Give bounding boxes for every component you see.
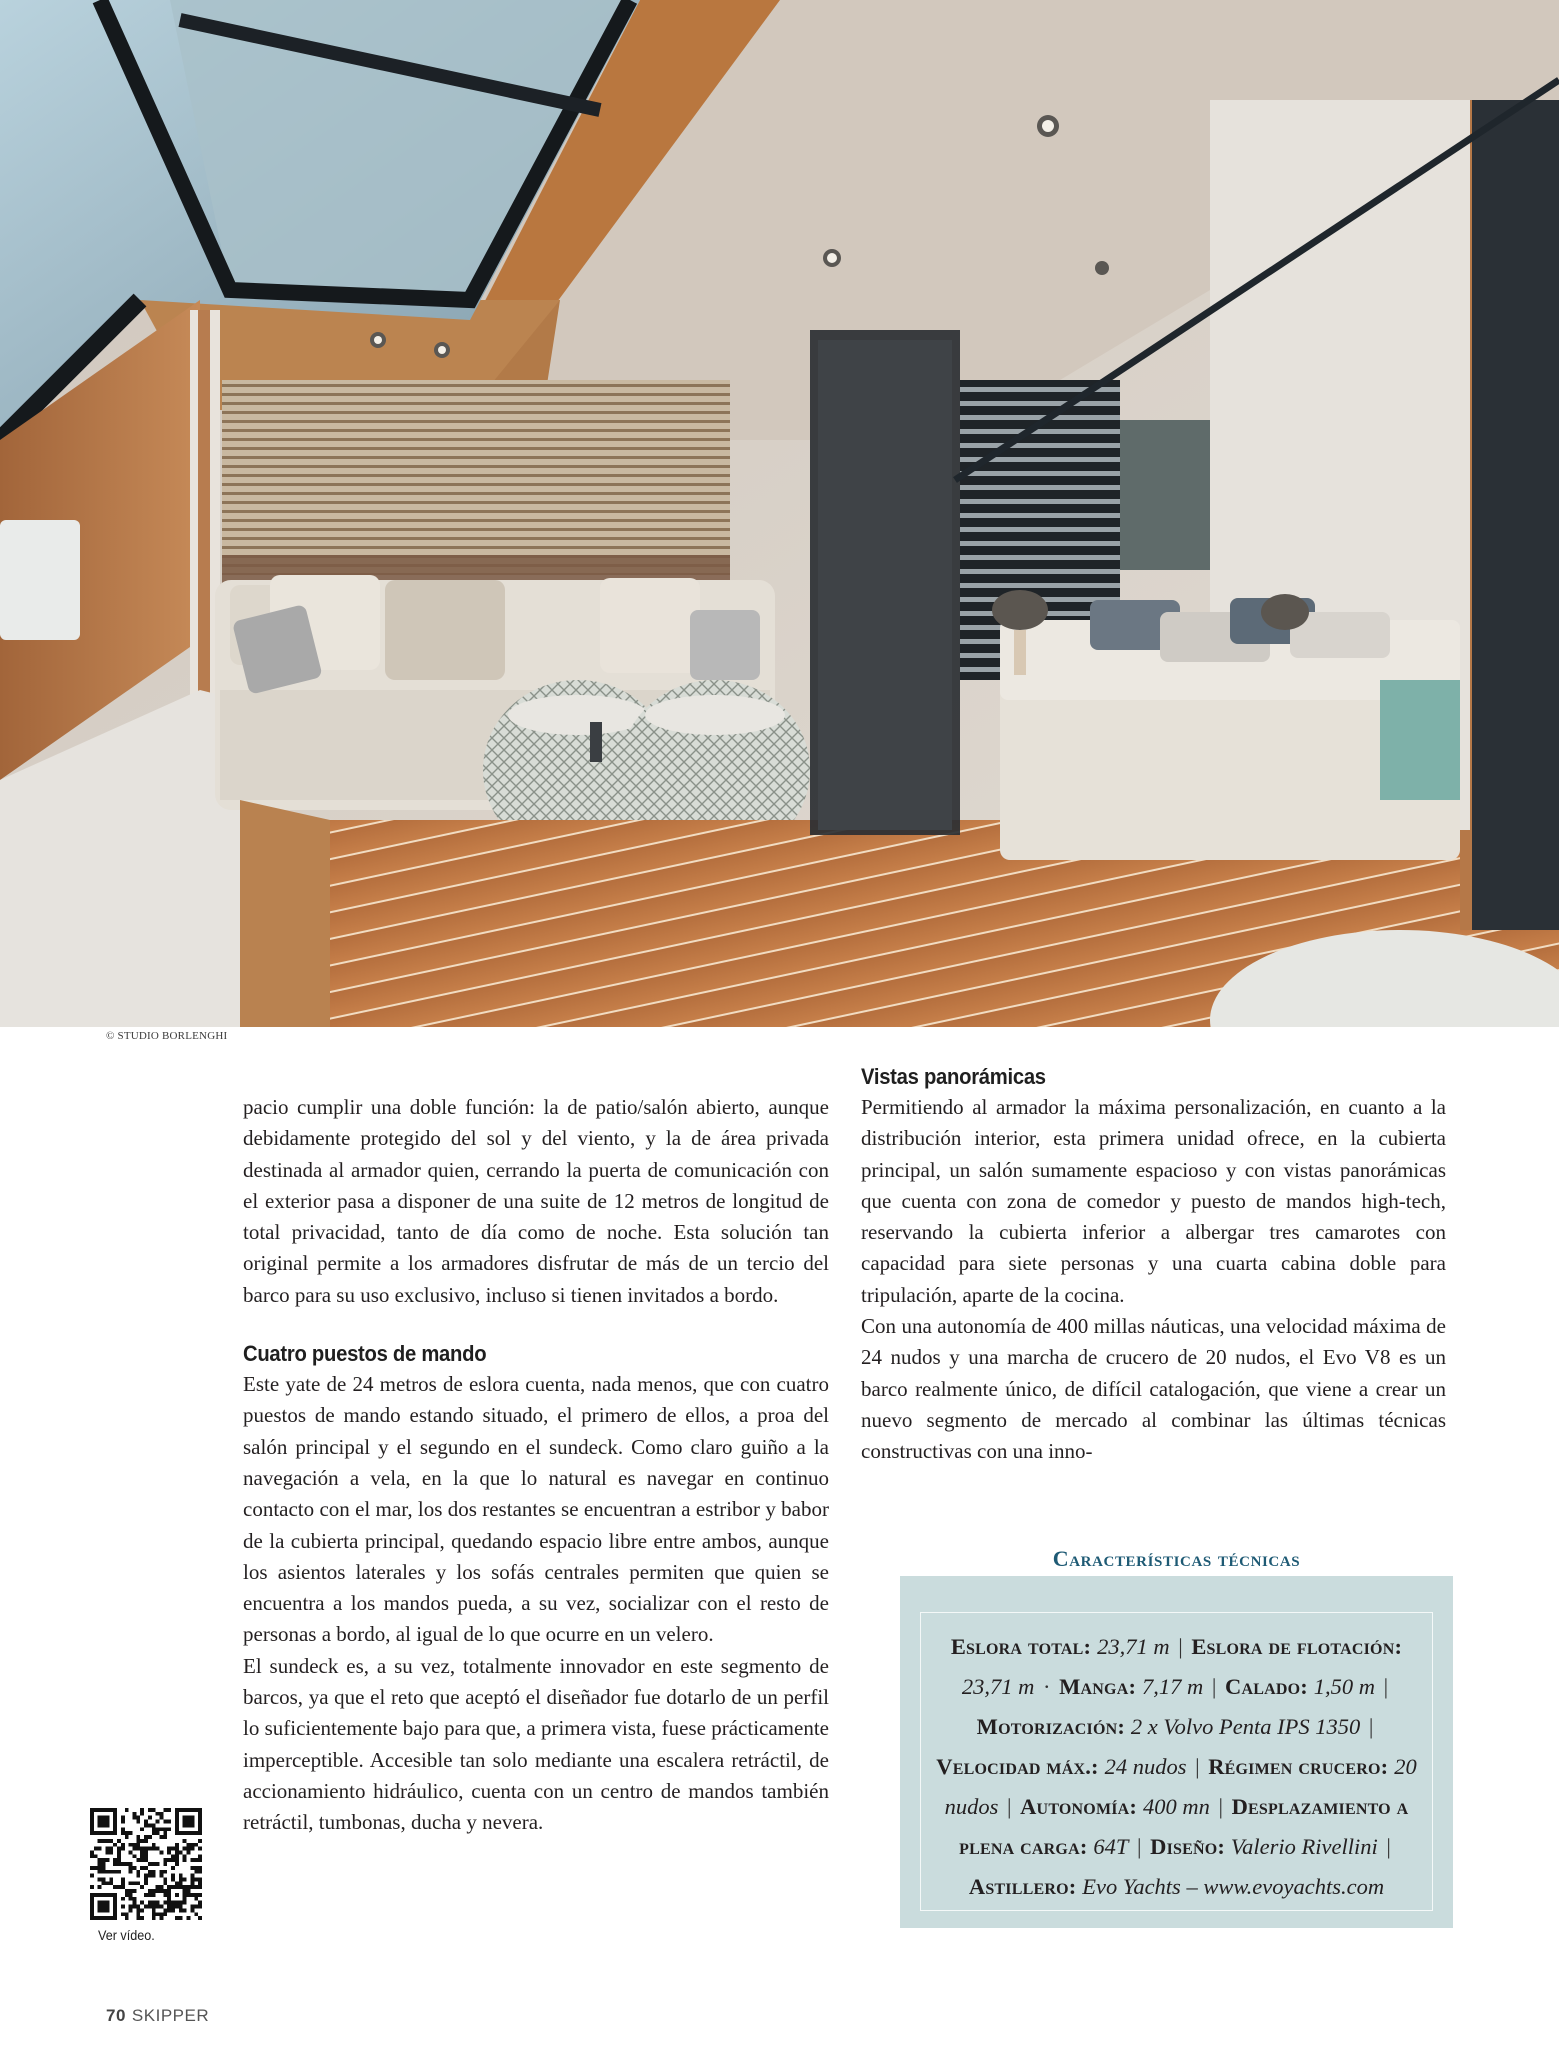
spec-separator: | <box>1131 1834 1148 1859</box>
spec-label: Motorización: <box>976 1714 1131 1739</box>
spec-separator: | <box>1212 1794 1229 1819</box>
spec-item <box>977 1714 1377 1739</box>
spec-label: Desplazamiento a plena carga: <box>959 1794 1409 1859</box>
magazine-name: SKIPPER <box>131 2006 210 2025</box>
section-heading-vistas-panoramicas: Vistas panorámicas <box>861 1064 1046 1089</box>
spec-item <box>1150 1834 1394 1859</box>
spec-item <box>1225 1674 1391 1699</box>
body-paragraph: Permitiendo al armador la máxima personalización, en cuanto a la distribución interior, esta primera unidad ofrece, en la cubierta principal, un salón sumamente espacioso y con vistas panorámicas que cuenta con zona de comedor y puesto de mandos high-tech, reservando la cubierta inferior a albergar tres camarotes con capacidad para siete personas y una cuarta cabina doble para tripulación, aparte de la cocina. <box>861 1095 1446 1307</box>
spec-label: Diseño: <box>1150 1834 1231 1859</box>
spec-value: 1,50 m <box>1313 1674 1375 1699</box>
qr-code-icon[interactable] <box>90 1808 202 1920</box>
spec-value: 23,71 m <box>1097 1634 1170 1659</box>
spec-label: Calado: <box>1225 1674 1314 1699</box>
spec-separator: | <box>1172 1634 1189 1659</box>
spec-box <box>900 1576 1453 1928</box>
spec-separator: · <box>1037 1674 1057 1699</box>
article-column-left <box>243 1092 829 1839</box>
spec-value: 2 x Volvo Penta IPS 1350 <box>1130 1714 1361 1739</box>
section-heading-cuatro-puestos: Cuatro puestos de mando <box>243 1341 487 1367</box>
spec-value: 64T <box>1093 1834 1129 1859</box>
spec-value: 7,17 m <box>1141 1674 1204 1699</box>
spec-separator: | <box>1189 1754 1206 1779</box>
spec-value: 20 nudos <box>944 1754 1417 1819</box>
spec-value: Valerio Rivellini <box>1230 1834 1378 1859</box>
spec-label: Eslora total: <box>950 1634 1098 1659</box>
hero-photo <box>0 0 1559 1027</box>
spec-label: Astillero: <box>968 1874 1083 1899</box>
spec-item <box>1059 1674 1225 1699</box>
body-paragraph: Este yate de 24 metros de eslora cuenta, nada menos, que con cuatro puestos de mando estando situado, el primero de ellos, a proa del salón principal y el segundo en el sundeck. Como claro guiño a la navegación a vela, en la que lo natural es navegar en continuo contacto con el mar, los dos restantes se encuentran a estribor y babor de la cubierta principal, quedando espacio libre entre ambos, aunque los asientos laterales y los sofás centrales permiten que quien se encuentra a los mandos pueda, a su vez, socializar con el resto de personas a bordo, al igual de lo que ocurre en un velero. <box>243 1372 829 1647</box>
spec-label: Eslora de flotación: <box>1191 1634 1403 1659</box>
spec-separator: | <box>1378 1674 1389 1699</box>
qr-caption: Ver vídeo. <box>98 1927 155 1943</box>
article-column-right <box>861 1064 1446 1468</box>
body-paragraph: Con una autonomía de 400 millas náuticas, una velocidad máxima de 24 nudos y una marcha de crucero de 20 nudos, el Evo V8 es un barco realmente único, de difícil catalogación, que viene a crear un nuevo segmento de mercado al combinar las últimas técnicas constructivas con una inno- <box>861 1314 1446 1464</box>
yacht-interior-photo <box>0 0 1559 1027</box>
spec-separator: | <box>1380 1834 1391 1859</box>
qr-code-graphic[interactable] <box>90 1808 202 1920</box>
body-paragraph: El sundeck es, a su vez, totalmente innovador en este segmento de barcos, ya que el reto que aceptó el diseñador fue dotarlo de un perfil lo suficientemente bajo para que, a primera vista, fuese prácticamente imperceptible. Accesible tan solo mediante una escalera retráctil, de accionamiento hidráulico, cuenta con un centro de mandos también retráctil, tumbonas, ducha y nevera. <box>243 1653 829 1835</box>
spec-label: Régimen crucero: <box>1208 1754 1395 1779</box>
spec-value: Evo Yachts – www.evoyachts.com <box>1082 1874 1385 1899</box>
spec-label: Velocidad máx.: <box>936 1754 1105 1779</box>
spec-label: Autonomía: <box>1020 1794 1143 1819</box>
spec-item <box>1020 1794 1231 1819</box>
photo-credit: © STUDIO BORLENGHI <box>106 1030 228 1042</box>
spec-item <box>951 1634 1191 1659</box>
intro-paragraph: pacio cumplir una doble función: la de patio/salón abierto, aunque debidamente protegido del sol y del viento, y la de área privada destinada al armador quien, cerrando la puerta de comunicación con el exterior pasa a disponer de una suite de 12 metros de longitud de total privacidad, tanto de día como de noche. Esta solución tan original permite a los armadores disfrutar de más de un tercio del barco para su uso exclusivo, incluso si tienen invitados a bordo. <box>243 1095 829 1307</box>
spec-box-title: Características técnicas <box>1052 1546 1301 1571</box>
spec-list <box>920 1612 1433 1911</box>
spec-separator: | <box>1363 1714 1374 1739</box>
spec-separator: | <box>1001 1794 1018 1819</box>
page-footer <box>106 2006 209 2026</box>
spec-label: Manga: <box>1059 1674 1142 1699</box>
page-number: 70 <box>106 2006 126 2025</box>
spec-item <box>936 1754 1208 1779</box>
spec-item <box>969 1874 1384 1899</box>
spec-value: 400 mn <box>1142 1794 1210 1819</box>
spec-separator: | <box>1206 1674 1222 1699</box>
spec-value: 23,71 m <box>961 1674 1035 1699</box>
spec-value: 24 nudos <box>1104 1754 1187 1779</box>
